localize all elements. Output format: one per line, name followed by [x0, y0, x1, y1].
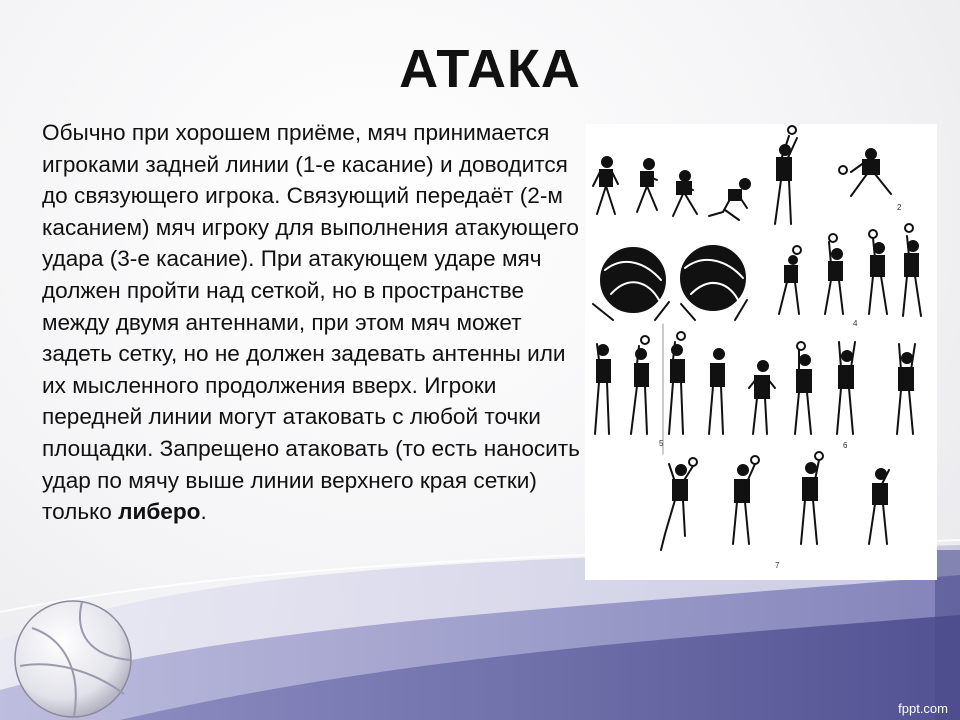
body-text-end: .: [200, 499, 207, 525]
player-figure: [631, 336, 649, 434]
figure-row-number: 4: [853, 319, 858, 328]
figure-row-number: 7: [775, 561, 780, 570]
player-figure: [779, 246, 801, 314]
player-figure: [673, 171, 697, 216]
slide-title: АТАКА: [399, 39, 581, 99]
player-figure: [869, 469, 889, 544]
slide-body-text: [42, 117, 587, 528]
player-figure: [837, 342, 855, 434]
player-figure: [733, 456, 759, 544]
player-figure: [775, 126, 797, 224]
player-figure: [595, 344, 610, 434]
player-figure: [795, 342, 811, 434]
players-illustration: [585, 124, 937, 580]
player-figure: [669, 332, 685, 434]
figure-row-number: 2: [897, 203, 902, 212]
player-figure: [801, 452, 823, 544]
figure-row-number: 6: [843, 441, 848, 450]
player-figure: [903, 224, 921, 316]
volleyball-icon: [12, 598, 134, 720]
player-figure: [709, 179, 750, 220]
player-figure: [661, 458, 697, 550]
body-text-bold-term: либеро: [118, 499, 201, 525]
watermark: fppt.com: [898, 701, 948, 716]
player-figure: [709, 349, 724, 434]
player-figure: [593, 157, 618, 214]
player-figure: [839, 149, 891, 196]
player-figure: [897, 344, 915, 434]
player-figure: [749, 361, 775, 434]
figure-row-number: 5: [659, 439, 664, 448]
player-figure: [869, 230, 887, 314]
players-illustration-drawing: [585, 124, 937, 580]
player-figure: [825, 234, 843, 314]
player-figure: [637, 159, 657, 212]
body-text-main: Обычно при хорошем приёме, мяч принимается игроками задней линии (1-е касание) и доводится до связующего игрока. Связующий передаёт (2-м касанием) мяч игроку для выполнения атакующего удара (3-е касание). При атакующем ударе мяч должен пройти над сеткой, но в пространстве между двумя антеннами, при этом мяч может задеть сетку, но не должен задевать антенны или их мысленного продолжения вверх. Игроки передней линии могут атаковать с любой точки площадки. Запрещено атаковать (то есть наносить удар по мячу выше линии верхнего края сетки) только: [42, 120, 580, 525]
